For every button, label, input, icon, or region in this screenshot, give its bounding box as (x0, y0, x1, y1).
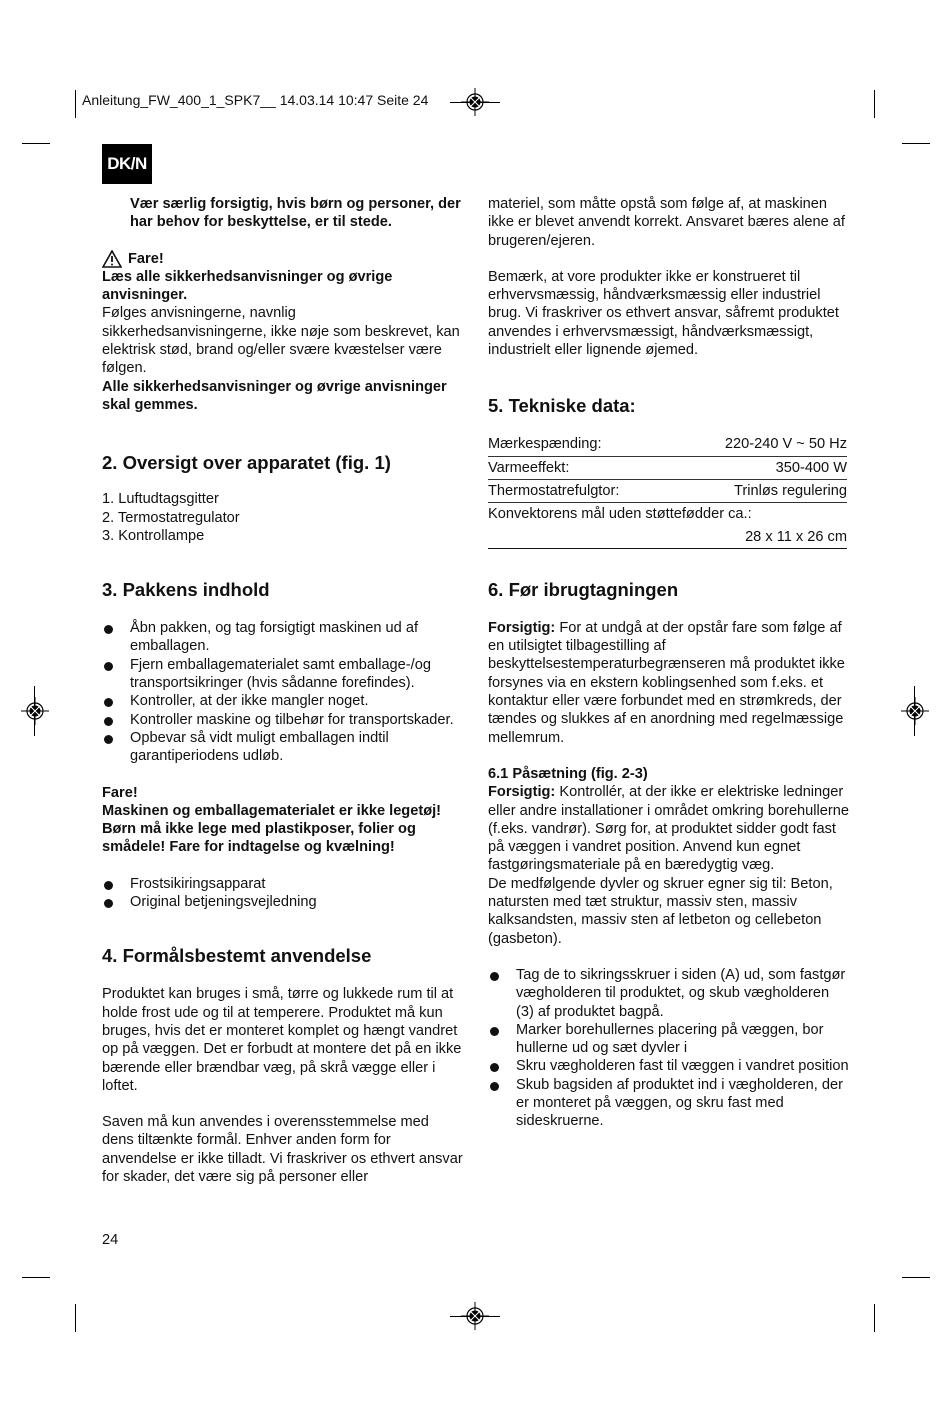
spec-value: 28 x 11 x 26 cm (488, 526, 847, 549)
registration-mark-icon (21, 697, 49, 725)
liability-paragraph: materiel, som måtte opstå som følge af, at maskinen ikke er blevet anvendt korrekt. Ansvaret bæres alene af brugeren/ejeren. (488, 196, 845, 249)
fare-bold-text-2: Alle sikkerhedsanvisninger og øvrige anvisninger skal gemmes. (102, 378, 447, 413)
caution-text: For at undgå at der opstår fare som følge af en utilsigtet tilbagestilling af beskyttelsestemperaturbegrænseren må produktet ikke forsynes via en ekstern koblingsenhed som f.eks. et kontaktur eller være forbundet med en strømkreds, der tændes og slukkes af en anordning med regelmæssige mellemrum. (488, 619, 845, 746)
table-row (488, 526, 847, 549)
fare-heading (102, 250, 464, 268)
table-row (488, 503, 847, 526)
spec-value: 220-240 V ~ 50 Hz (674, 433, 847, 456)
caution-label: Forsigtig: (488, 784, 556, 801)
spec-label: Konvektorens mål uden støttefødder ca.: (488, 506, 752, 523)
crop-mark (22, 1277, 50, 1278)
spec-label: Thermostatrefulgtor: (488, 479, 674, 502)
crop-mark (75, 1304, 76, 1332)
list-item: Skub bagsiden af produktet ind i vægholderen, der er monteret på væggen, og skru fast med sideskruerne. (488, 1076, 850, 1131)
intended-use-paragraph-2: Saven må kun anvendes i overensstemmelse med dens tiltænkte formål. Enhver anden form for anvendelse er ikke tilladt. Vi fraskriver os ethvert ansvar for skader, det være sig på personer eller (102, 1114, 463, 1185)
overview-item: 3. Kontrollampe (102, 527, 205, 544)
list-item: Skru vægholderen fast til væggen i vandret position (488, 1057, 850, 1075)
crop-mark (902, 143, 930, 144)
caution-label: Forsigtig: (488, 619, 556, 636)
section-5-title: 5. Tekniske data: (488, 395, 636, 417)
print-slug: Anleitung_FW_400_1_SPK7__ 14.03.14 10:47 Seite 24 (82, 92, 429, 108)
spec-label: Varmeeffekt: (488, 456, 674, 479)
left-column (102, 195, 464, 1186)
registration-mark-icon (461, 88, 489, 116)
dowel-paragraph: De medfølgende dyvler og skruer egner sig til: Beton, natursten med tæt struktur, massiv sten, massiv kalksandsten, massiv sten af letbeton og cellebeton (gasbeton). (488, 875, 833, 947)
crop-mark (75, 90, 76, 118)
warning-triangle-icon (102, 250, 122, 268)
fare-label: Fare! (128, 250, 164, 267)
list-item: Kontroller, at der ikke mangler noget. (102, 692, 464, 710)
section-6-1-title: 6.1 Påsætning (fig. 2-3) (488, 765, 648, 782)
overview-item: 1. Luftudtagsgitter (102, 491, 219, 508)
list-item: Original betjeningsvejledning (102, 893, 464, 911)
table-row (488, 479, 847, 502)
crop-mark (902, 1277, 930, 1278)
language-tab: DK/N (102, 144, 152, 184)
section-2-title: 2. Oversigt over apparatet (fig. 1) (102, 452, 391, 474)
spec-value: 350-400 W (674, 456, 847, 479)
list-item: Åbn pakken, og tag forsigtigt maskinen ud af emballagen. (102, 619, 464, 656)
spec-label: Mærkespænding: (488, 433, 674, 456)
right-column (488, 195, 850, 1131)
list-item: Opbevar så vidt muligt emballagen indtil garantiperiodens udløb. (102, 729, 464, 766)
crop-mark (874, 90, 875, 118)
fare-bold-text: Læs alle sikkerhedsanvisninger og øvrige anvisninger. (102, 268, 393, 304)
package-list (102, 619, 464, 765)
section-3-title: 3. Pakkens indhold (102, 579, 270, 601)
fare-label-2: Fare! (102, 784, 138, 801)
package-contents-list (102, 875, 464, 912)
crop-mark (22, 143, 50, 144)
fare-bold-text-3: Maskinen og emballagematerialet er ikke legetøj! Børn må ikke lege med plastikposer, folier og smådele! Fare for indtagelse og kvælning! (102, 802, 442, 856)
overview-item: 2. Termostatregulator (102, 509, 240, 526)
table-row (488, 456, 847, 479)
list-item: Kontroller maskine og tilbehør for transportskader. (102, 711, 464, 729)
registration-mark-icon (901, 697, 929, 725)
caution-paragraph (488, 619, 850, 747)
page-number: 24 (102, 1232, 119, 1248)
registration-mark-icon (461, 1302, 489, 1330)
section-6-title: 6. Før ibrugtagningen (488, 578, 679, 600)
list-item: Frostsikiringsapparat (102, 875, 464, 893)
fare-text: Følges anvisningerne, navnlig sikkerhedsanvisningerne, ikke nøje som beskrevet, kan elektrisk stød, brand og/eller svære kvæstelser være følgen. (102, 305, 460, 377)
commercial-use-paragraph: Bemærk, at vore produkter ikke er konstrueret til erhvervsmæssig, håndværksmæssig eller industriel brug. Vi fraskriver os ethvert ansvar, såfremt produktet anvendes i erhvervsmæssigt, håndværksmæssigt, industrielt eller lignende øjemed. (488, 268, 839, 359)
mounting-steps-list (488, 966, 850, 1131)
intro-warning: Vær særlig forsigtig, hvis børn og personer, der har behov for beskyttelse, er til stede. (130, 196, 461, 231)
crop-mark (874, 1304, 875, 1332)
list-item: Fjern emballagematerialet samt emballage-/og transportsikringer (hvis sådanne forefindes). (102, 656, 464, 693)
list-item: Marker borehullernes placering på væggen, bor hullerne ud og sæt dyvler i (488, 1021, 850, 1058)
caution-text: Kontrollér, at der ikke er elektriske ledninger eller andre installationer i området omkring borehullerne (f.eks. vandrør). Sørg for, at produktet sidder godt fast på væggen i vandret position. Anvend kun egnet fastgøringsmateriale på en bæredygtig væg. (488, 784, 849, 874)
spec-value: Trinløs regulering (674, 479, 847, 502)
table-row (488, 433, 847, 456)
technical-data-table (488, 433, 847, 548)
intended-use-paragraph: Produktet kan bruges i små, tørre og lukkede rum til at holde frost ude og til at temperere. Produktet må kun bruges, hvis det er monteret komplet og hængt vandret op på væggen. Det er forbudt at montere det på en ikke bærende eller brændbar væg, på skrå vægge eller i loftet. (102, 986, 462, 1094)
mounting-caution-paragraph (488, 783, 850, 874)
list-item: Tag de to sikringsskruer i siden (A) ud, som fastgør vægholderen til produktet, og skub vægholderen (3) af produktet bagpå. (488, 966, 850, 1021)
section-4-title: 4. Formålsbestemt anvendelse (102, 945, 372, 967)
